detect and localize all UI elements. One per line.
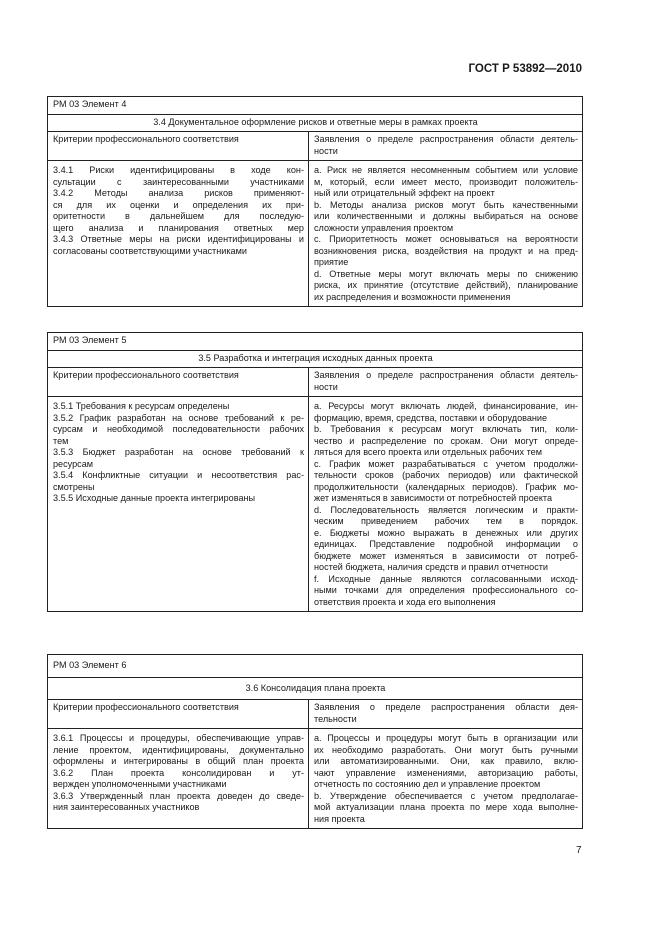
criteria-cell: 3.6.1 Процессы и процедуры, обеспечивающие управ- ление проектом, идентифицированы, документально оформлены и интегрированы в общий план проекта 3.6.2 План проекта консолидирован и ут- вержден уполномоченными участниками 3.6.3 Утвержденный план проекта доведен до сведе- ния заинтересованных участников [48, 729, 309, 829]
element-5-table [47, 332, 583, 612]
page-number: 7 [576, 845, 582, 856]
column-header-statements: Заявления о пределе распространения области дея- тельности [309, 700, 583, 729]
document-code: ГОСТ Р 53892—2010 [468, 63, 582, 75]
statements-cell: a. Ресурсы могут включать людей, финансирование, ин- формацию, время, средства, поставки и оборудование b. Требования к ресурсам могут включать тип, коли- чество и распределение по срокам. Они могут опреде- ляться для всего проекта или отдельных рабочих тем c. График может разрабатываться с учетом продолжи- тельности сроков (рабочих периодов) или фактической продолжительности (календарных периодов). График мо- жет изменяться в зависимости от потребностей проекта d. Последовательность является логическим и практи- ческим приведением рабочих тем в порядок. e. Бюджеты можно выражать в денежных или других единицах. Представление подробной информации о бюджете может изменяться в зависимости от потреб- ностей бюджета, наличия средств и правил отчетности f. Исходные данные являются согласованными исход- ными точками для определения профессионального со- ответствия проекта и хода его выполнения [309, 397, 583, 612]
statements-cell: a. Процессы и процедуры могут быть в организации или их необходимо разработать. Они могут быть ручными или автоматизированными. Они, как правило, вклю- чают управление изменениями, авторизацию работы, отчетность по состоянию дел и управление проектом b. Утверждение обеспечивается с учетом предполагае- мой актуализации плана проекта по мере хода выполне- ния проекта [309, 729, 583, 829]
column-header-criteria: Критерии профессионального соответствия [48, 700, 309, 729]
criteria-cell: 3.4.1 Риски идентифицированы в ходе кон- сультации с заинтересованными участниками 3.4.2 Методы анализа рисков применяют- ся для их оценки и определения их при- оритетности в дальнейшем для последую- щего анализа и планирования ответных мер 3.4.3 Ответные меры на риски идентифицированы и согласованы соответствующими участниками [48, 161, 309, 307]
statements-cell: a. Риск не является несомненным событием или условие м, который, если имеет место, производит положитель- ный или отрицательный эффект на проект b. Методы анализа рисков могут быть качественными или количественными и должны выбираться на основе сложности управления проектом c. Приоритетность может основываться на вероятности возникновения риска, воздействия на продукт и на пред- приятие d. Ответные меры могут включать меры по снижению риска, их принятие (отсутствие действий), планирование их распределения и возможности применения [309, 161, 583, 307]
criteria-cell: 3.5.1 Требования к ресурсам определены 3.5.2 График разработан на основе требований к ре- сурсам и необходимой последовательности рабочих тем 3.5.3 Бюджет разработан на основе требований к ресурсам 3.5.4 Конфликтные ситуации и несоответствия рас- смотрены 3.5.5 Исходные данные проекта интегрированы [48, 397, 309, 612]
column-header-statements: Заявления о пределе распространения области деятель- ности [309, 132, 583, 161]
section-title: 3.6 Консолидация плана проекта [48, 677, 583, 700]
element-header: РМ 03 Элемент 4 [48, 97, 583, 115]
element-header: РМ 03 Элемент 5 [48, 333, 583, 351]
column-header-statements: Заявления о пределе распространения области деятель- ности [309, 368, 583, 397]
element-4-table [47, 96, 583, 307]
column-header-criteria: Критерии профессионального соответствия [48, 132, 309, 161]
element-header: РМ 03 Элемент 6 [48, 655, 583, 678]
section-title: 3.4 Документальное оформление рисков и ответные меры в рамках проекта [48, 114, 583, 132]
element-6-table [47, 654, 583, 829]
section-title: 3.5 Разработка и интеграция исходных данных проекта [48, 350, 583, 368]
column-header-criteria: Критерии профессионального соответствия [48, 368, 309, 397]
